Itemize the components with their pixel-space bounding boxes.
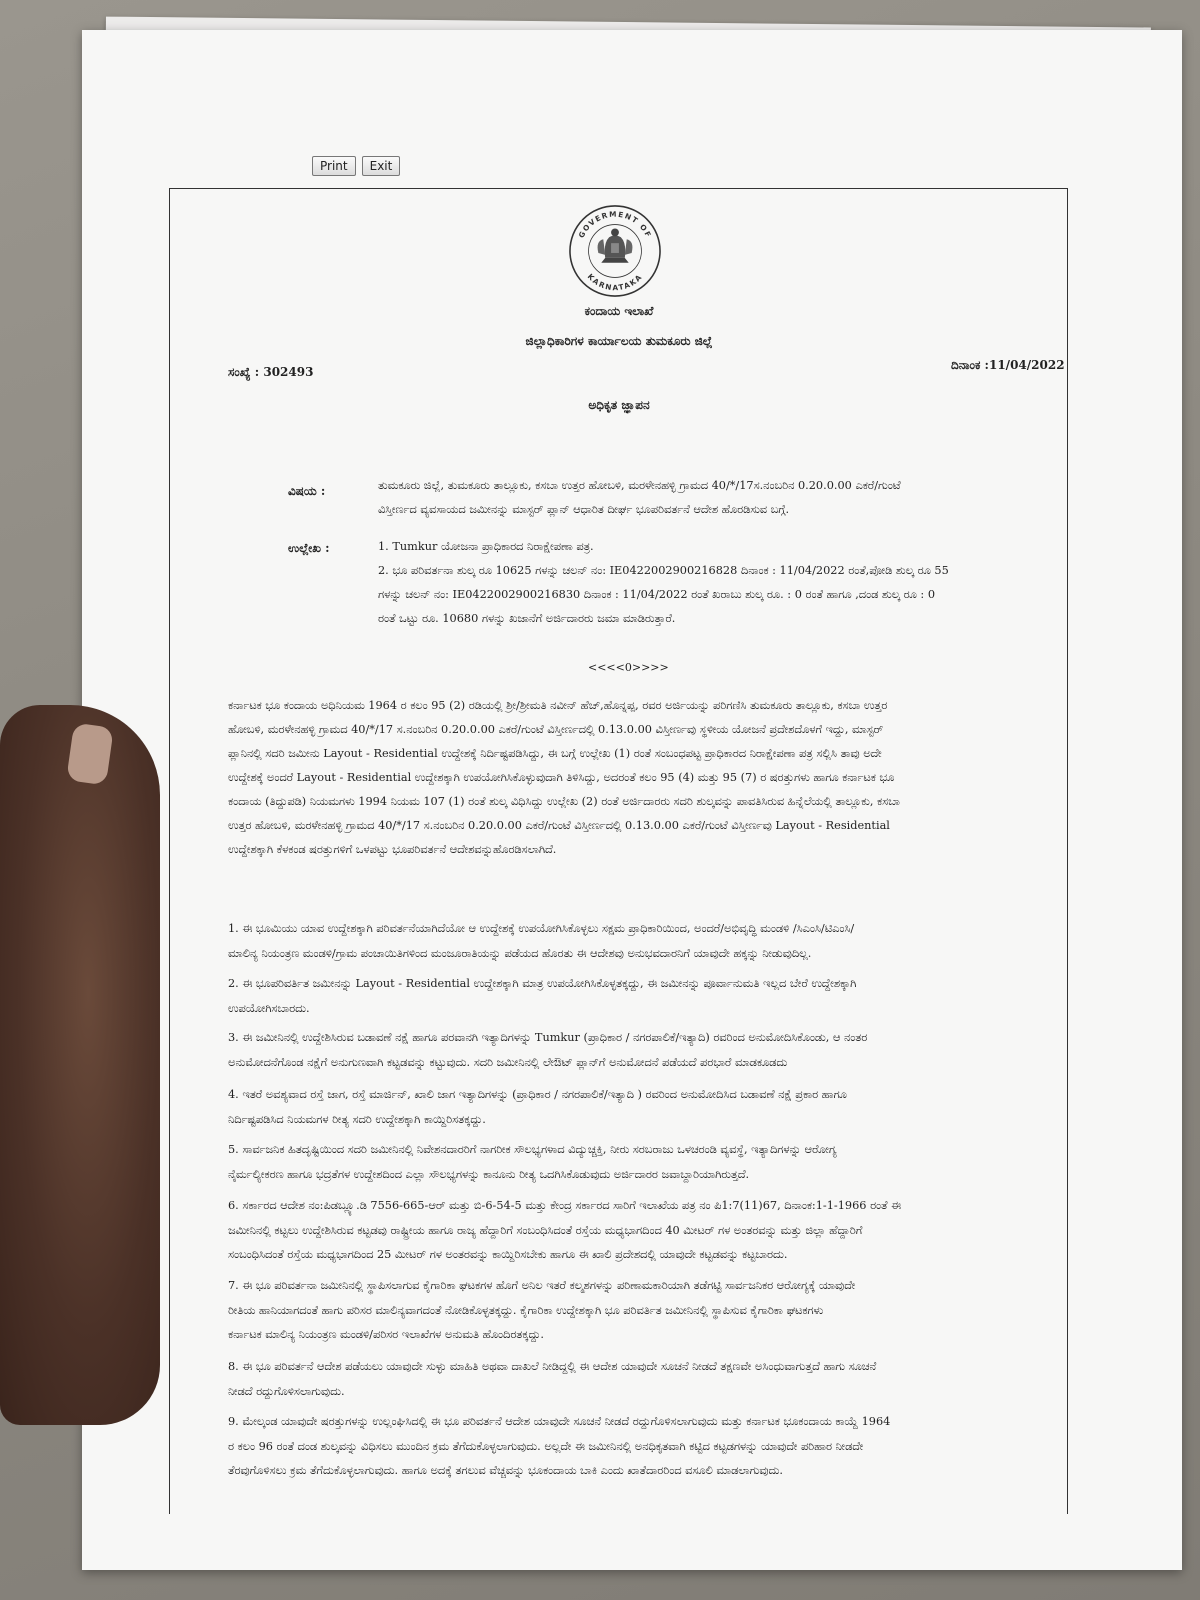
office-name: ಜಿಲ್ಲಾಧಿಕಾರಿಗಳ ಕಾರ್ಯಾಲಯ ತುಮಕೂರು ಜಿಲ್ಲೆ (525, 334, 713, 348)
condition-4 (228, 1083, 1018, 1132)
condition-6 (228, 1194, 1018, 1268)
condition-9 (228, 1410, 1018, 1484)
order-body (228, 694, 1018, 862)
condition-line: 8. ಈ ಭೂ ಪರಿವರ್ತನೆ ಆದೇಶ ಪಡೆಯಲು ಯಾವುದೇ ಸುಳ್ಳು ಮಾಹಿತಿ ಅಥವಾ ದಾಖಲೆ ನೀಡಿದ್ದಲ್ಲಿ ಈ ಆದೇಶ ಯಾವುದೇ ಸೂಚನೆ ನೀಡದೆ ತಕ್ಷಣವೇ ಅಸಿಂಧುವಾಗುತ್ತದೆ ಹಾಗು ಸೂಚನೆ (228, 1360, 877, 1373)
condition-line: ಉಪಯೋಗಿಸಬಾರದು. (228, 1001, 310, 1015)
body-line: ಉತ್ತರ ಹೋಬಳಿ, ಮರಳೇನಹಳ್ಳಿ ಗ್ರಾಮದ 40/*/17 ಸ.ನಂಬರಿನ 0.20.0.00 ಎಕರೆ/ಗುಂಟೆ ವಿಸ್ತೀರ್ಣದಲ್ಲಿ 0.13.0.00 ಎಕರೆ/ಗುಂಟೆ ವಿಸ್ತೀರ್ಣವು Layout - Residential (228, 819, 890, 832)
condition-line: 5. ಸಾರ್ವಜನಿಕ ಹಿತದೃಷ್ಟಿಯಿಂದ ಸದರಿ ಜಮೀನಿನಲ್ಲಿ ನಿವೇಶನದಾರರಿಗೆ ನಾಗರೀಕ ಸೌಲಭ್ಯಗಳಾದ ವಿದ್ಯುಚ್ಚಕ್ತಿ, ನೀರು ಸರಬರಾಜು ಒಳಚರಂಡಿ ವ್ಯವಸ್ಥೆ, ಇತ್ಯಾದಿಗಳನ್ನು ಆರೋಗ್ಯ (228, 1143, 837, 1156)
subject-line: ವಿಸ್ತೀರ್ಣದ ವ್ಯವಸಾಯದ ಜಮೀನನ್ನು ಮಾಸ್ಟರ್ ಪ್ಲಾನ್ ಆಧಾರಿತ ದೀರ್ಘ ಭೂಪರಿವರ್ತನೆ ಆದೇಶ ಹೊರಡಿಸುವ ಬಗ್ಗೆ. (378, 503, 790, 516)
references-label: ಉಲ್ಲೇಖ : (288, 541, 330, 555)
section-separator: <<<<0>>>> (588, 661, 669, 674)
order-date: ದಿನಾಂಕ :11/04/2022 (951, 358, 1065, 372)
subject-line: ತುಮಕೂರು ಜಿಲ್ಲೆ, ತುಮಕೂರು ತಾಲ್ಲೂಕು, ಕಸಬಾ ಉತ್ತರ ಹೋಬಳಿ, ಮರಳೇನಹಳ್ಳಿ ಗ್ರಾಮದ 40/*/17ಸ.ನಂಬರಿನ 0.20.0.00 ಎಕರೆ/ಗುಂಟೆ (378, 479, 901, 492)
reference-item: 1. Tumkur ಯೋಜನಾ ಪ್ರಾಧಿಕಾರದ ನಿರಾಕ್ಷೇಪಣಾ ಪತ್ರ. (378, 540, 594, 553)
condition-line: ನಿರ್ದಿಷ್ಟಪಡಿಸಿದ ನಿಯಮಗಳ ರೀತ್ಯ ಸದರಿ ಉದ್ದೇಶಕ್ಕಾಗಿ ಕಾಯ್ದಿರಿಸತಕ್ಕದ್ದು. (228, 1112, 486, 1126)
condition-7 (228, 1274, 1018, 1348)
condition-2 (228, 972, 1018, 1021)
government-emblem-icon (566, 204, 664, 298)
svg-text:KARNATAKA: KARNATAKA (585, 271, 645, 293)
condition-line: 4. ಇತರೆ ಅವಶ್ಯವಾದ ರಸ್ತೆ ಜಾಗ, ರಸ್ತೆ ಮಾರ್ಜಿನ್, ಖಾಲಿ ಜಾಗ ಇತ್ಯಾದಿಗಳನ್ನು (ಪ್ರಾಧಿಕಾರ / ನಗರಪಾಲಿಕೆ/ಇತ್ಯಾದಿ ) ರವರಿಂದ ಅನುಮೋದಿಸಿದ ಬಡಾವಣೆ ನಕ್ಷೆ ಪ್ರಕಾರ ಹಾಗೂ (228, 1088, 847, 1101)
body-line: ಪ್ಲಾನಿನಲ್ಲಿ ಸದರಿ ಜಮೀನು Layout - Residential ಉದ್ದೇಶಕ್ಕೆ ನಿರ್ದಿಷ್ಟಪಡಿಸಿದ್ದು, ಈ ಬಗ್ಗೆ ಉಲ್ಲೇಖ (1) ರಂತೆ ಸಂಬಂಧಪಟ್ಟ ಪ್ರಾಧಿಕಾರದ ನಿರಾಕ್ಷೇಪಣಾ ಪತ್ರ ಸಲ್ಲಿಸಿ ತಾವು ಅದೇ (228, 747, 882, 760)
subject-label: ವಿಷಯ : (288, 484, 326, 498)
reference-item: 2. ಭೂ ಪರಿವರ್ತನಾ ಶುಲ್ಕ ರೂ 10625 ಗಳನ್ನು ಚಲನ್ ನಂ: IE0422002900216828 ದಿನಾಂಕ : 11/04/2022 ರಂತೆ,ಪೋಡಿ ಶುಲ್ಕ ರೂ 55 (378, 564, 949, 577)
references-text (378, 535, 1018, 631)
exit-button[interactable]: Exit (362, 156, 401, 176)
condition-5 (228, 1138, 1018, 1187)
svg-text:GOVERMENT OF: GOVERMENT OF (576, 209, 654, 240)
condition-3 (228, 1026, 1018, 1075)
condition-line: ಸಂಬಂಧಿಸಿದಂತೆ ರಸ್ತೆಯ ಮಧ್ಯಭಾಗದಿಂದ 25 ಮೀಟರ್ ಗಳ ಅಂತರವನ್ನು ಕಾಯ್ದಿರಿಸಬೇಕು ಹಾಗೂ ಈ ಖಾಲಿ ಪ್ರದೇಶದಲ್ಲಿ ಯಾವುದೇ ಕಟ್ಟಡವನ್ನು ಕಟ್ಟಬಾರದು. (228, 1248, 788, 1261)
reference-item: ಗಳನ್ನು ಚಲನ್ ನಂ: IE0422002900216830 ದಿನಾಂಕ : 11/04/2022 ರಂತೆ ಖರಾಬು ಶುಲ್ಕ ರೂ. : 0 ರಂತೆ ಹಾಗೂ ,ದಂಡ ಶುಲ್ಕ ರೂ : 0 (378, 588, 936, 601)
condition-line: ನೀಡದೆ ರದ್ದುಗೊಳಿಸಲಾಗುವುದು. (228, 1384, 345, 1398)
condition-line: 9. ಮೇಲ್ಕಂಡ ಯಾವುದೇ ಷರತ್ತುಗಳನ್ನು ಉಲ್ಲಂಘಿಸಿದಲ್ಲಿ ಈ ಭೂ ಪರಿವರ್ತನೆ ಆದೇಶ ಯಾವುದೇ ಸೂಚನೆ ನೀಡದೆ ರದ್ದುಗೊಳಿಸಲಾಗುವುದು ಮತ್ತು ಕರ್ನಾಟಕ ಭೂಕಂದಾಯ ಕಾಯ್ದೆ 1964 (228, 1415, 891, 1428)
holding-hand (0, 705, 160, 1425)
body-line: ಕರ್ನಾಟಕ ಭೂ ಕಂದಾಯ ಅಧಿನಿಯಮ 1964 ರ ಕಲಂ 95 (2) ರಡಿಯಲ್ಲಿ ಶ್ರೀ/ಶ್ರೀಮತಿ ನವೀನ್ ಹೆಚ್,ಹೊನ್ನಪ್ಪ, ರವರ ಅರ್ಜಿಯನ್ನು ಪರಿಗಣಿಸಿ ತುಮಕೂರು ತಾಲ್ಲೂಕು, ಕಸಬಾ ಉತ್ತರ (228, 699, 888, 712)
condition-line: 2. ಈ ಭೂಪರಿವರ್ತಿತ ಜಮೀನನ್ನು Layout - Residential ಉದ್ದೇಶಕ್ಕಾಗಿ ಮಾತ್ರ ಉಪಯೋಗಿಸಿಕೊಳ್ಳತಕ್ಕದ್ದು, ಈ ಜಮೀನನ್ನು ಪೂರ್ವಾನುಮತಿ ಇಲ್ಲದ ಬೇರೆ ಉದ್ದೇಶಕ್ಕಾಗಿ (228, 977, 857, 990)
body-line: ಹೋಬಳಿ, ಮರಳೇನಹಳ್ಳಿ ಗ್ರಾಮದ 40/*/17 ಸ.ನಂಬರಿನ 0.20.0.00 ಎಕರೆ/ಗುಂಟೆ ವಿಸ್ತೀರ್ಣದಲ್ಲಿ 0.13.0.00 ವಿಸ್ತೀರ್ಣವು ಸ್ಥಳೀಯ ಯೋಜನೆ ಪ್ರದೇಶದೊಳಗೆ ಇದ್ದು, ಮಾಸ್ಟರ್ (228, 723, 884, 736)
body-line: ಉದ್ದೇಶಕ್ಕಾಗಿ ಕೆಳಕಂಡ ಷರತ್ತುಗಳಿಗೆ ಒಳಪಟ್ಟು ಭೂಪರಿವರ್ತನೆ ಆದೇಶವನ್ನುಹೊರಡಿಸಲಾಗಿದೆ. (228, 843, 557, 856)
condition-line: 7. ಈ ಭೂ ಪರಿವರ್ತನಾ ಜಮೀನಿನಲ್ಲಿ ಸ್ಥಾಪಿಸಲಾಗುವ ಕೈಗಾರಿಕಾ ಘಟಕಗಳ ಹೊಗೆ ಅನಿಲ ಇತರೆ ಕಲ್ಮಶಗಳನ್ನು ಪರಿಣಾಮಕಾರಿಯಾಗಿ ತಡೆಗಟ್ಟಿ ಸಾರ್ವಜನಿಕರ ಆರೋಗ್ಯಕ್ಕೆ ಯಾವುದೇ (228, 1279, 856, 1292)
condition-line: ರೀತಿಯ ಹಾನಿಯಾಗದಂತೆ ಹಾಗು ಪರಿಸರ ಮಾಲಿನ್ಯವಾಗದಂತೆ ನೋಡಿಕೊಳ್ಳತಕ್ಕದ್ದು. ಕೈಗಾರಿಕಾ ಉದ್ದೇಶಕ್ಕಾಗಿ ಭೂ ಪರಿವರ್ತಿತ ಜಮೀನಿನಲ್ಲಿ ಸ್ಥಾಪಿಸುವ ಕೈಗಾರಿಕಾ ಘಟಕಗಳು (228, 1303, 824, 1317)
order-number: ಸಂಖ್ಯೆ : 302493 (228, 365, 314, 379)
body-line: ಉದ್ದೇಶಕ್ಕೆ ಅಂದರೆ Layout - Residential ಉದ್ದೇಶಕ್ಕಾಗಿ ಉಪಯೋಗಿಸಿಕೊಳ್ಳುವುದಾಗಿ ತಿಳಿಸಿದ್ದು, ಅದರಂತೆ ಕಲಂ 95 (4) ಮತ್ತು 95 (7) ರ ಷರತ್ತುಗಳು ಹಾಗೂ ಕರ್ನಾಟಕ ಭೂ (228, 771, 895, 784)
condition-line: ತೆರವುಗೊಳಿಸಲು ಕ್ರಮ ತೆಗೆದುಕೊಳ್ಳಲಾಗುವುದು. ಹಾಗೂ ಅದಕ್ಕೆ ತಗಲುವ ವೆಚ್ಚವನ್ನು ಭೂಕಂದಾಯ ಬಾಕಿ ಎಂದು ಖಾತೆದಾರರಿಂದ ವಸೂಲಿ ಮಾಡಲಾಗುವುದು. (228, 1464, 783, 1477)
toolbar (312, 156, 400, 176)
condition-line: ನೈರ್ಮಲ್ಯೀಕರಣ ಹಾಗೂ ಭದ್ರತೆಗಳ ಉದ್ದೇಶದಿಂದ ಎಲ್ಲಾ ಸೌಲಭ್ಯಗಳನ್ನು ಕಾನೂನು ರೀತ್ಯ ಒದಗಿಸಿಕೊಡುವುದು ಅರ್ಜಿದಾರರ ಜವಾಬ್ದಾರಿಯಾಗಿರುತ್ತದೆ. (228, 1167, 750, 1181)
department-name: ಕಂದಾಯ ಇಲಾಖೆ (584, 304, 654, 318)
condition-1 (228, 917, 1018, 966)
condition-line: ಕರ್ನಾಟಕ ಮಾಲಿನ್ಯ ನಿಯಂತ್ರಣ ಮಂಡಳಿ/ಪರಿಸರ ಇಲಾಖೆಗಳ ಅನುಮತಿ ಹೊಂದಿರತಕ್ಕದ್ದು. (228, 1328, 544, 1341)
document-title: ಅಧಿಕೃತ ಜ್ಞಾಪನ (588, 398, 650, 412)
condition-line: ರ ಕಲಂ 96 ರಂತೆ ದಂಡ ಶುಲ್ಕವನ್ನು ವಿಧಿಸಲು ಮುಂದಿನ ಕ್ರಮ ತೆಗೆದುಕೊಳ್ಳಲಾಗುವುದು. ಅಲ್ಲದೇ ಈ ಜಮೀನಿನಲ್ಲಿ ಅನಧಿಕೃತವಾಗಿ ಕಟ್ಟಿದ ಕಟ್ಟಡಗಳನ್ನು ಯಾವುದೇ ಪರಿಹಾರ ನೀಡದೇ (228, 1439, 864, 1453)
condition-line: ಅನುಮೋದನೆಗೊಂಡ ನಕ್ಷೆಗೆ ಅನುಗುಣವಾಗಿ ಕಟ್ಟಡವನ್ನು ಕಟ್ಟುವುದು. ಸದರಿ ಜಮೀನಿನಲ್ಲಿ ಲೇಔಟ್ ಪ್ಲಾನ್‌ಗೆ ಅನುಮೋದನೆ ಪಡೆಯದೆ ಪರಭಾರೆ ಮಾಡಕೂಡದು (228, 1055, 788, 1069)
condition-line: ಮಾಲಿನ್ಯ ನಿಯಂತ್ರಣ ಮಂಡಳಿ/ಗ್ರಾಮ ಪಂಚಾಯಿತಿಗಳಿಂದ ಮಂಜೂರಾತಿಯನ್ನು ಪಡೆಯದ ಹೊರತು ಈ ಆದೇಶವು ಅನುಭವದಾರನಿಗೆ ಯಾವುದೇ ಹಕ್ಕನ್ನು ನೀಡುವುದಿಲ್ಲ. (228, 946, 812, 960)
condition-line: 1. ಈ ಭೂಮಿಯು ಯಾವ ಉದ್ದೇಶಕ್ಕಾಗಿ ಪರಿವರ್ತನೆಯಾಗಿದೆಯೋ ಆ ಉದ್ದೇಶಕ್ಕೆ ಉಪಯೋಗಿಸಿಕೊಳ್ಳಲು ಸಕ್ಷಮ ಪ್ರಾಧಿಕಾರಿಯಿಂದ, ಅಂದರೆ/ಅಭಿವೃದ್ಧಿ ಮಂಡಳಿ /ಸಿಎಂಸಿ/ಟಿಎಂಸಿ/ (228, 922, 855, 935)
subject-text (378, 474, 1018, 522)
condition-8 (228, 1355, 1018, 1404)
condition-line: 6. ಸರ್ಕಾರದ ಆದೇಶ ನಂ:ಪಿಡಬ್ಲ್ಯೂ.ಡಿ 7556-665-ಆರ್ ಮತ್ತು ಬಿ-6-54-5 ಮತ್ತು ಕೇಂದ್ರ ಸರ್ಕಾರದ ಸಾರಿಗೆ ಇಲಾಖೆಯ ಪತ್ರ ನಂ ಪಿ1:7(11)67, ದಿನಾಂಕ:1-1-1966 ರಂತೆ ಈ (228, 1199, 901, 1212)
body-line: ಕಂದಾಯ (ತಿದ್ದುಪಡಿ) ನಿಯಮಗಳು 1994 ನಿಯಮ 107 (1) ರಂತೆ ಶುಲ್ಕ ವಿಧಿಸಿದ್ದು ಉಲ್ಲೇಖ (2) ರಂತೆ ಅರ್ಜಿದಾರರು ಸದರಿ ಶುಲ್ಕವನ್ನು ಪಾವತಿಸಿರುವ ಹಿನ್ನೆಲೆಯಲ್ಲಿ ತಾಲ್ಲೂಕು, ಕಸಬಾ (228, 795, 900, 808)
condition-line: ಜಮೀನಿನಲ್ಲಿ ಕಟ್ಟಲು ಉದ್ದೇಶಿಸಿರುವ ಕಟ್ಟಡವು ರಾಷ್ಟ್ರೀಯ ಹಾಗೂ ರಾಜ್ಯ ಹೆದ್ದಾರಿಗೆ ಸಂಬಂಧಿಸಿದಂತೆ ರಸ್ತೆಯ ಮಧ್ಯಭಾಗದಿಂದ 40 ಮೀಟರ್ ಗಳ ಅಂತರವನ್ನು ಮತ್ತು ಜಿಲ್ಲಾ ಹೆದ್ದಾರಿಗೆ (228, 1223, 863, 1237)
reference-item: ರಂತೆ ಒಟ್ಟು ರೂ. 10680 ಗಳನ್ನು ಖಜಾನೆಗೆ ಅರ್ಜಿದಾರರು ಜಮಾ ಮಾಡಿರುತ್ತಾರೆ. (378, 612, 676, 625)
print-button[interactable]: Print (312, 156, 356, 176)
condition-line: 3. ಈ ಜಮೀನಿನಲ್ಲಿ ಉದ್ದೇಶಿಸಿರುವ ಬಡಾವಣೆ ನಕ್ಷೆ ಹಾಗೂ ಪರವಾನಗಿ ಇತ್ಯಾದಿಗಳನ್ನು Tumkur (ಪ್ರಾಧಿಕಾರ / ನಗರಪಾಲಿಕೆ/ಇತ್ಯಾದಿ) ರವರಿಂದ ಅನುಮೋದಿಸಿಕೊಂಡು, ಆ ನಂತರ (228, 1031, 868, 1044)
